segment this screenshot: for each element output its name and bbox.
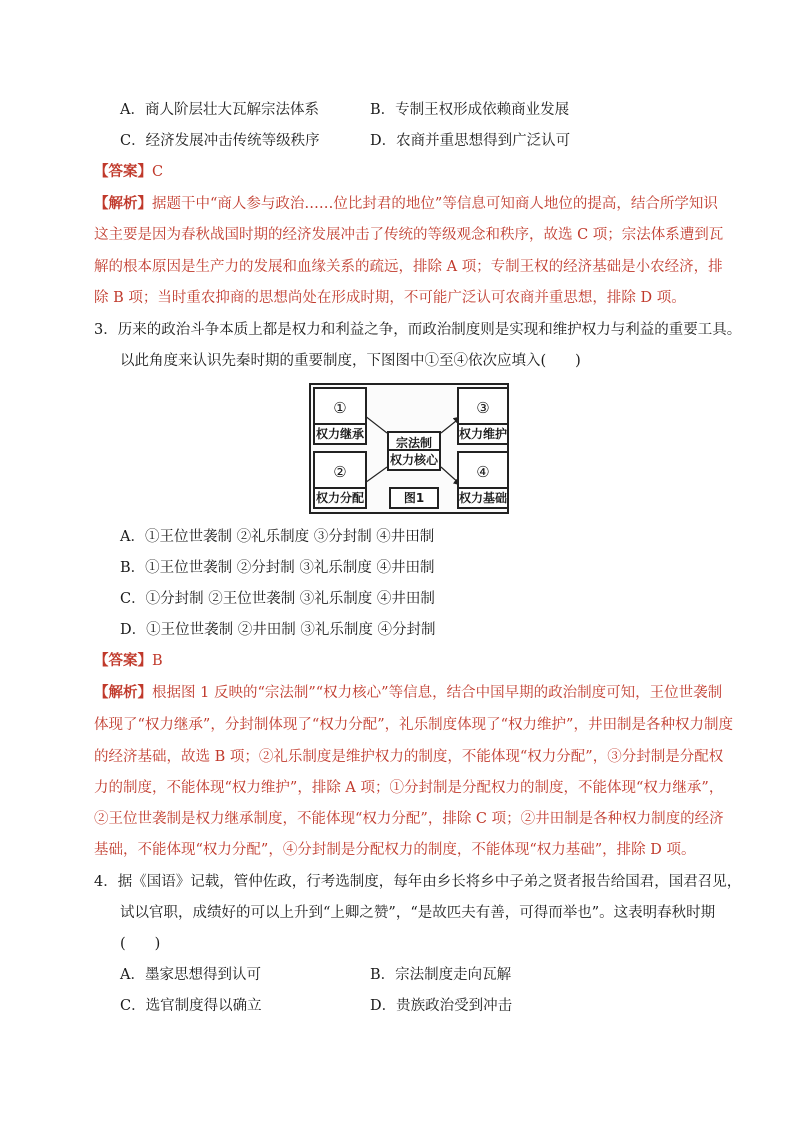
q2-analysis-line-1: 【解析】据题干中“商人参与政治……位比封君的地位”等信息可知商人地位的提高，结合所学知识 (94, 195, 718, 212)
q3-option-c: C．①分封制 ②王位世袭制 ③礼乐制度 ④井田制 (120, 591, 435, 607)
q2-answer (94, 162, 163, 182)
q3-stem-line-1: 3．历来的政治斗争本质上都是权力和利益之争，而政治制度则是实现和维护权力与利益的重要工具。 (94, 322, 742, 338)
q3-analysis-tag: 【解析】 (94, 684, 152, 701)
q3-option-b: B．①王位世袭制 ②分封制 ③礼乐制度 ④井田制 (120, 560, 435, 576)
q4-stem-line-2: 试以官职，成绩好的可以上升到“上卿之赞”，“是故匹夫有善，可得而举也”。这表明春秋时期 (120, 905, 716, 921)
q4-option-c: C．选官制度得以确立 (120, 998, 262, 1014)
q3-answer-value: B (152, 653, 163, 669)
q3-analysis-line-5: ②王位世袭制是权力继承制度，不能体现“权力分配”，排除 C 项；②井田制是各种权力制度的经济 (94, 811, 724, 827)
q3-answer (94, 651, 163, 671)
figure-caption: 图1 (403, 491, 425, 505)
figure-box-2-number: ② (333, 463, 347, 481)
q3-stem-line-2: 以此角度来认识先秦时期的重要制度，下图图中①至④依次应填入( ) (120, 353, 581, 369)
q2-option-c: C．经济发展冲击传统等级秩序 (120, 133, 320, 149)
q2-option-d: D．农商并重思想得到广泛认可 (370, 133, 571, 149)
q4-option-d: D．贵族政治受到冲击 (370, 998, 513, 1014)
figure-box-4-label: 权力基础 (459, 487, 507, 507)
figure-center-bottom: 权力核心 (389, 449, 439, 469)
q3-option-d: D．①王位世袭制 ②井田制 ③礼乐制度 ④分封制 (120, 622, 436, 638)
figure-caption-box (389, 487, 439, 509)
figure-center-box (387, 431, 441, 471)
q2-analysis-tag: 【解析】 (94, 195, 152, 212)
figure-box-2-label: 权力分配 (315, 487, 365, 507)
q3-answer-tag: 【答案】 (94, 652, 152, 669)
q4-stem-line-1: 4．据《国语》记载，管仲佐政，行考选制度，每年由乡长将乡中子弟之贤者报告给国君，国君召见， (94, 874, 742, 890)
q3-figure (309, 383, 509, 514)
q2-answer-value: C (152, 164, 164, 180)
q3-analysis-line-6: 基础，不能体现“权力分配”，④分封制是分配权力的制度，不能体现“权力基础”，排除 D 项。 (94, 842, 696, 858)
figure-box-3-number: ③ (476, 399, 490, 417)
q3-option-a: A．①王位世袭制 ②礼乐制度 ③分封制 ④井田制 (120, 529, 435, 545)
figure-box-1 (313, 387, 367, 445)
figure-center-top: 宗法制 (395, 436, 432, 450)
q4-option-row-cd (120, 996, 513, 1016)
figure-box-3 (457, 387, 509, 445)
q2-analysis-line-4: 除 B 项；当时重农抑商的思想尚处在形成时期，不可能广泛认可农商并重思想，排除 D 项。 (94, 290, 686, 306)
figure-box-4 (457, 451, 509, 509)
q2-answer-tag: 【答案】 (94, 163, 152, 180)
figure-box-2 (313, 451, 367, 509)
figure-box-1-number: ① (333, 399, 347, 417)
q4-stem-line-3: ( ) (120, 936, 161, 952)
q3-analysis-line-1: 【解析】根据图 1 反映的“宗法制”“权力核心”等信息，结合中国早期的政治制度可知，王位世袭制 (94, 684, 723, 701)
q4-option-row-ab (120, 965, 512, 985)
q2-analysis-line-2: 这主要是因为春秋战国时期的经济发展冲击了传统的等级观念和秩序，故选 C 项；宗法体系遭到瓦 (94, 227, 724, 243)
figure-box-1-label: 权力继承 (315, 423, 365, 443)
q3-analysis-line-2: 体现了“权力继承”，分封制体现了“权力分配”，礼乐制度体现了“权力维护”，井田制是各种权力制度 (94, 717, 733, 733)
q4-option-b: B．宗法制度走向瓦解 (370, 967, 512, 983)
q3-analysis-line-4: 力的制度，不能体现“权力维护”，排除 A 项；①分封制是分配权力的制度，不能体现“权力继承”， (94, 780, 724, 796)
q2-option-row-ab (120, 100, 570, 120)
q4-option-a: A．墨家思想得到认可 (120, 967, 261, 983)
figure-box-4-number: ④ (476, 463, 490, 481)
q2-option-a: A．商人阶层壮大瓦解宗法体系 (120, 102, 319, 118)
q3-analysis-line-3: 的经济基础，故选 B 项；②礼乐制度是维护权力的制度，不能体现“权力分配”，③分封制是分配权 (94, 749, 724, 765)
q2-analysis-line-3: 解的根本原因是生产力的发展和血缘关系的疏远，排除 A 项；专制王权的经济基础是小农经济，排 (94, 259, 723, 275)
figure-box-3-label: 权力维护 (459, 423, 507, 443)
q2-option-b: B．专制王权形成依赖商业发展 (370, 102, 570, 118)
q2-option-row-cd (120, 131, 571, 151)
